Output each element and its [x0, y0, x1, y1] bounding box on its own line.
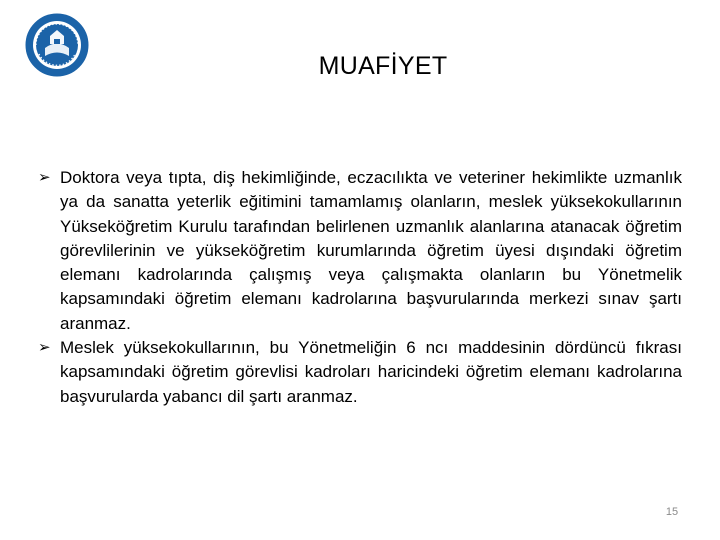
slide-title: MUAFİYET — [318, 52, 448, 80]
arrow-bullet-icon: ➢ — [38, 169, 51, 186]
page-number: 15 — [665, 506, 679, 518]
bullet-item-2 — [38, 336, 682, 409]
bullet-text-2: Meslek yüksekokullarının, bu Yönetmeliğin 6 ncı maddesinin dördüncü fıkrası kapsamındaki öğretim görevlisi kadroları haricindeki öğretim elemanı kadrolarına başvurularda yabancı dil şartı aranmaz. — [60, 338, 682, 406]
bullet-text-1: Doktora veya tıpta, diş hekimliğinde, eczacılıkta ve veteriner hekimlikte uzmanlık ya da sanatta yeterlik eğitimini tamamlamış olanların, meslek yüksekokullarının Yükseköğretim Kurulu tarafından belirlenen uzmanlık alanlarına atanacak öğretim görevlilerinin ve yükseköğretim kurumlarında öğretim üyesi dışındaki öğretim elemanı kadrolarında çalışmış veya çalışmakta olanların bu Yönetmelik kapsamındaki öğretim elemanı kadrolarına başvurularında merkezi sınav şartı aranmaz. — [60, 168, 682, 333]
arrow-bullet-icon: ➢ — [38, 339, 51, 357]
bullet-item-1 — [38, 166, 682, 336]
slide-content — [38, 166, 682, 409]
